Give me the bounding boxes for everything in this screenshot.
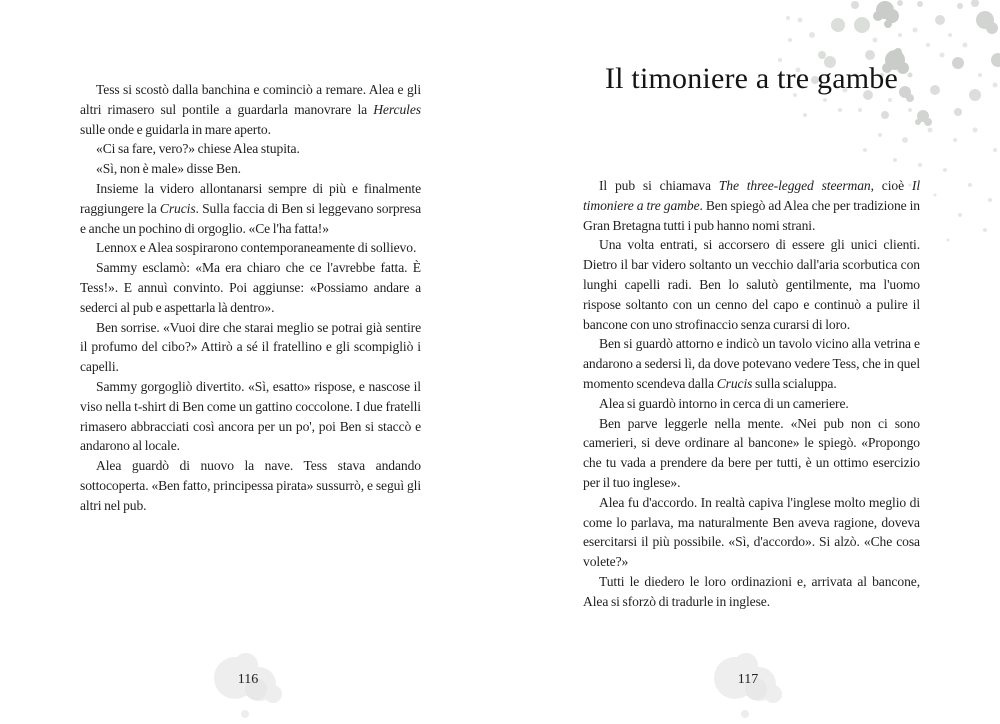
paragraph (80, 80, 421, 139)
right-page-footer (693, 648, 803, 722)
paragraph (80, 456, 421, 515)
paragraph (80, 139, 421, 159)
text-run: Tess si scostò dalla banchina e cominciò a remare. Alea e gli altri rimasero sul pontile a guardarla manovrare la (80, 82, 421, 117)
italic-text-run: Hercules (373, 101, 421, 117)
italic-text-run: Crucis (159, 200, 196, 216)
page-number: 116 (237, 672, 259, 687)
italic-text-run: The three-legged steerman (718, 178, 871, 193)
text-run: Tutti le diedero le loro ordinazioni e, arrivata al bancone, Alea si sforzò di tradurle in inglese. (583, 573, 920, 609)
text-run: Alea si guardò intorno in cerca di un cameriere. (599, 395, 849, 411)
paragraph (80, 258, 421, 317)
italic-text-run: Il timoniere a tre gambe (583, 178, 921, 213)
text-run: Sammy gorgogliò divertito. «Sì, esatto» rispose, e nascose il viso nella t-shirt di Ben come un gattino coccolone. I due fratelli rimasero abbracciati così ancora per un po', poi Ben si staccò e andarono al locale. (80, 378, 421, 454)
italic-text-run: Crucis (716, 375, 753, 391)
paragraph (80, 159, 421, 179)
text-run: Sammy esclamò: «Ma era chiaro che ce l'avrebbe fatta. È Tess!». E annuì convinto. Poi aggiunse: «Possiamo andare a sederci al pub e aspettarla là dentro». (80, 260, 421, 315)
paragraph (583, 334, 920, 393)
paragraph (80, 377, 421, 456)
text-run: Una volta entrati, si accorsero di essere gli unici clienti. Dietro il bar videro soltanto un vecchio dall'aria scorbutica con lunghi capelli radi. Ben lo salutò gentilmente, ma l'uomo rispose soltanto con un cenno del capo e continuò a pulire il bancone con uno strofinaccio senza curarsi di loro. (583, 237, 920, 332)
paragraph (583, 176, 920, 235)
paragraph (583, 572, 920, 612)
text-run: Alea fu d'accordo. In realtà capiva l'inglese molto meglio di come lo parlava, ma naturalmente Ben aveva ragione, doveva esercitarsi il più possibile. «Sì, d'accordo». Si alzò. «Che cosa volete?» (583, 494, 920, 570)
text-run: Ben si guardò attorno e indicò un tavolo vicino alla vetrina e andarono a sedersi lì, da dove potevano vedere Tess, che in quel momento scendeva dalla (583, 336, 920, 391)
text-run: Alea guardò di nuovo la nave. Tess stava andando sottocoperta. «Ben fatto, principessa pirata» sussurrò, e seguì gli altri nel pub. (80, 458, 421, 513)
paragraph (80, 238, 421, 258)
text-run: . Sulla faccia di Ben si leggevano sorpresa e anche un pochino di orgoglio. «Ce l'ha fatta!» (80, 200, 422, 236)
left-page-footer (193, 648, 303, 722)
paragraph (583, 414, 920, 493)
text-run: Insieme la videro allontanarsi sempre di più e finalmente raggiungere la (80, 180, 421, 216)
text-run: , cioè (870, 178, 912, 193)
paragraph (583, 235, 920, 334)
text-run: «Ci sa fare, vero?» chiese Alea stupita. (96, 141, 300, 157)
left-page-body-text (80, 80, 421, 516)
paragraph (583, 394, 920, 414)
right-page-body-text (583, 176, 920, 612)
text-run: «Sì, non è male» disse Ben. (96, 161, 241, 177)
paragraph (583, 493, 920, 572)
page-number: 117 (737, 672, 759, 687)
paragraph (80, 179, 421, 238)
text-run: Il pub si chiamava (599, 178, 719, 193)
text-run: . Ben spiegò ad Alea che per tradizione in Gran Bretagna tutti i pub hanno nomi strani. (583, 197, 920, 233)
text-run: Lennox e Alea sospirarono contemporaneamente di sollievo. (96, 240, 417, 256)
chapter-title: Il timoniere a tre gambe (604, 62, 898, 95)
text-run: Ben parve leggerle nella mente. «Nei pub non ci sono camerieri, si deve ordinare al bancone» le spiegò. «Propongo che tu vada a prendere da bere per tutti, è un ottimo esercizio per il tuo inglese». (583, 415, 920, 490)
paragraph (80, 318, 421, 377)
text-run: sulla scialuppa. (752, 375, 837, 391)
text-run: sulle onde e guidarla in mare aperto. (80, 121, 271, 137)
text-run: Ben sorrise. «Vuoi dire che starai meglio se potrai già sentire il profumo del cibo?» Attirò a sé il fratellino e gli scompigliò i capelli. (80, 319, 421, 375)
